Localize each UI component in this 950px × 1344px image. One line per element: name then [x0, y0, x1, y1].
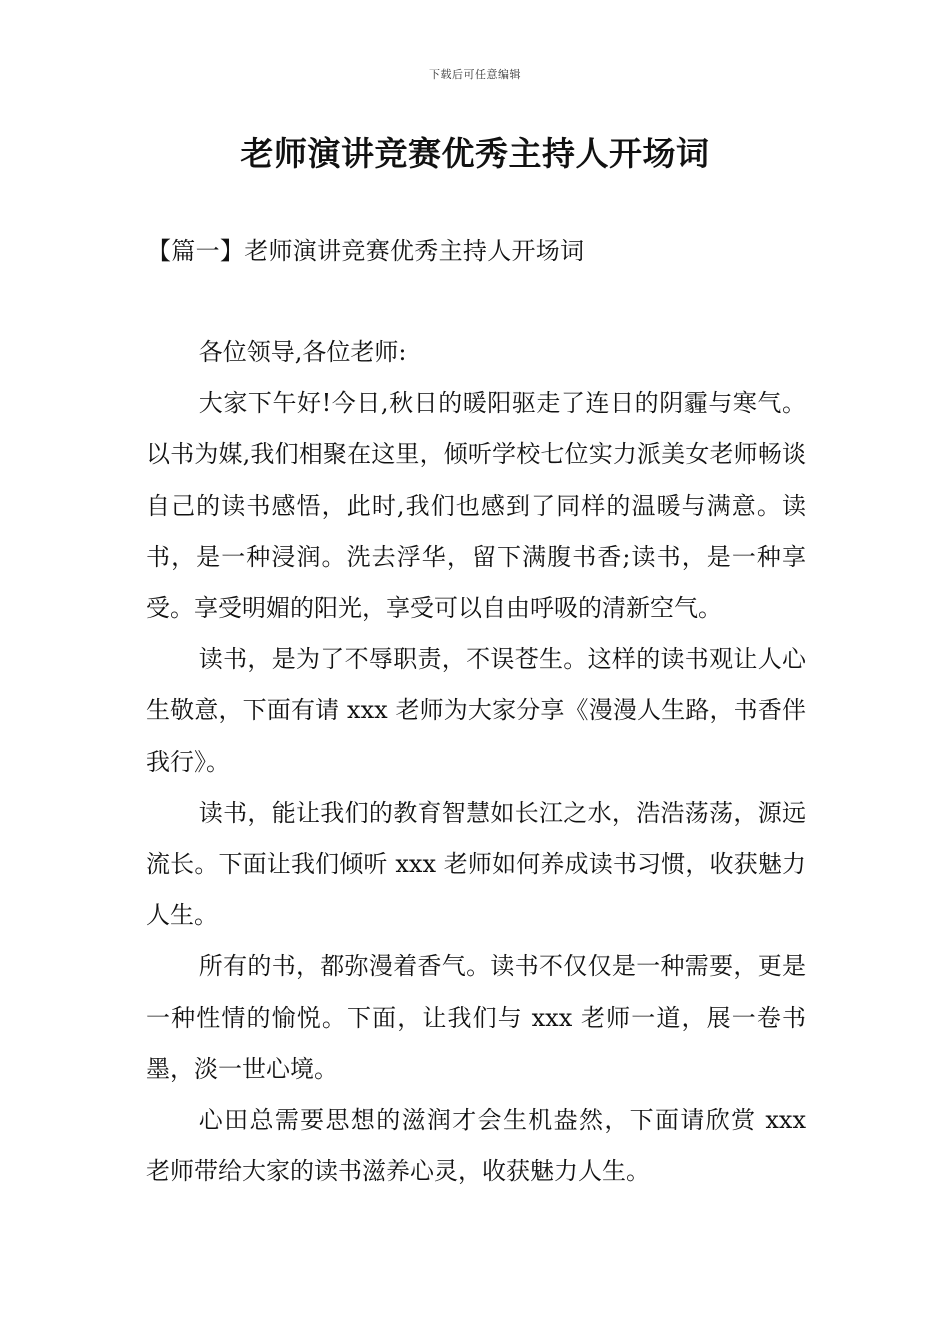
body-paragraph: 心田总需要思想的滋润才会生机盎然，下面请欣赏 xxx 老师带给大家的读书滋养心灵，收获魅力人生。 — [146, 1106, 806, 1186]
body-paragraph: 读书，能让我们的教育智慧如长江之水，浩浩荡荡，源远流长。下面让我们倾听 xxx 老师如何养成读书习惯，收获魅力人生。 — [146, 798, 806, 930]
body-paragraph: 所有的书，都弥漫着香气。读书不仅仅是一种需要，更是一种性情的愉悦。下面，让我们与 xxx 老师一道，展一卷书墨，淡一世心境。 — [146, 952, 806, 1083]
body-paragraph: 读书，是为了不辱职责，不误苍生。这样的读书观让人心生敬意，下面有请 xxx 老师为大家分享《漫漫人生路，书香伴我行》。 — [146, 645, 806, 776]
document-body — [146, 327, 806, 1197]
section-heading: 【篇一】老师演讲竞赛优秀主持人开场词 — [147, 237, 585, 265]
body-paragraph: 大家下午好!今日,秋日的暖阳驱走了连日的阴霾与寒气。以书为媒,我们相聚在这里，倾听学校七位实力派美女老师畅谈自己的读书感悟，此时,我们也感到了同样的温暖与满意。读书，是一种浸润。洗去浮华，留下满腹书香;读书，是一种享受。享受明媚的阳光，享受可以自由呼吸的清新空气。 — [146, 389, 806, 623]
document-title: 老师演讲竞赛优秀主持人开场词 — [240, 134, 710, 173]
page-header-note: 下载后可任意编辑 — [429, 68, 521, 81]
salutation-paragraph: 各位领导,各位老师: — [198, 338, 407, 366]
